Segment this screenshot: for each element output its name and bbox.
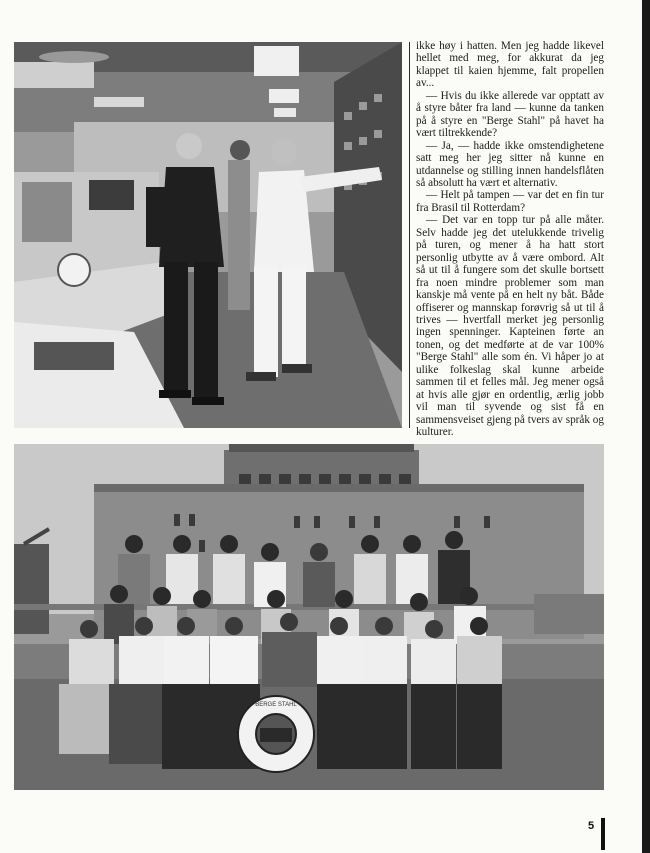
crew-photo: [14, 444, 604, 790]
article-paragraph: — Helt på tampen — var det en fin tur fra Brasil til Rotterdam?: [416, 189, 604, 214]
article-paragraph: — Ja, — hadde ikke omstendighetene satt meg her jeg sitter nå kunne en utdannelse og stilling innen handelsflåten så absolutt ha vært et alternativ.: [416, 139, 604, 189]
bridge-photo: [14, 42, 402, 428]
page-edge: [642, 0, 650, 853]
article-paragraph: — Det var en topp tur på alle måter. Selv hadde jeg det utelukkende trivelig på turen, og mener å ha hatt stort personlig utbytte av å være ombord. Alt så ut til å fungere som det skulle bortsett fra noen mindre problemer som man kanskje må vente på en helt ny båt. Både offiserer og mannskap forøvrig så ut til å trives — hvertfall merket jeg personlig ingen spenninger. Kapteinen førte an tonen, og det medførte at de var 100% "Berge Stahl" alle som én. Vi håper jo at ulike folkeslag skal kunne arbeide sammen til et felles mål. Jeg mener også at hvis alle gjør en ordentlig, ærlig jobb vil man til syvende og sist få en sammensveiset gjeng på tvers av språk og kulturer.: [416, 214, 604, 439]
page-number-bar: [601, 818, 605, 850]
article-paragraph: ikke høy i hatten. Men jeg hadde likevel hellet med meg, for akkurat da jeg klappet til kaien hjemme, falt propellen av...: [416, 40, 604, 90]
lifebuoy-text: BERGE STAHL: [255, 702, 297, 708]
page-number: 5: [588, 820, 595, 832]
article-text-column: [416, 40, 604, 439]
article-paragraph: — Hvis du ikke allerede var opptatt av å styre båter fra land — kunne da tanken på å styre en "Berge Stahl" på havet ha vært tiltrekkende?: [416, 89, 604, 140]
column-divider: [409, 42, 410, 428]
